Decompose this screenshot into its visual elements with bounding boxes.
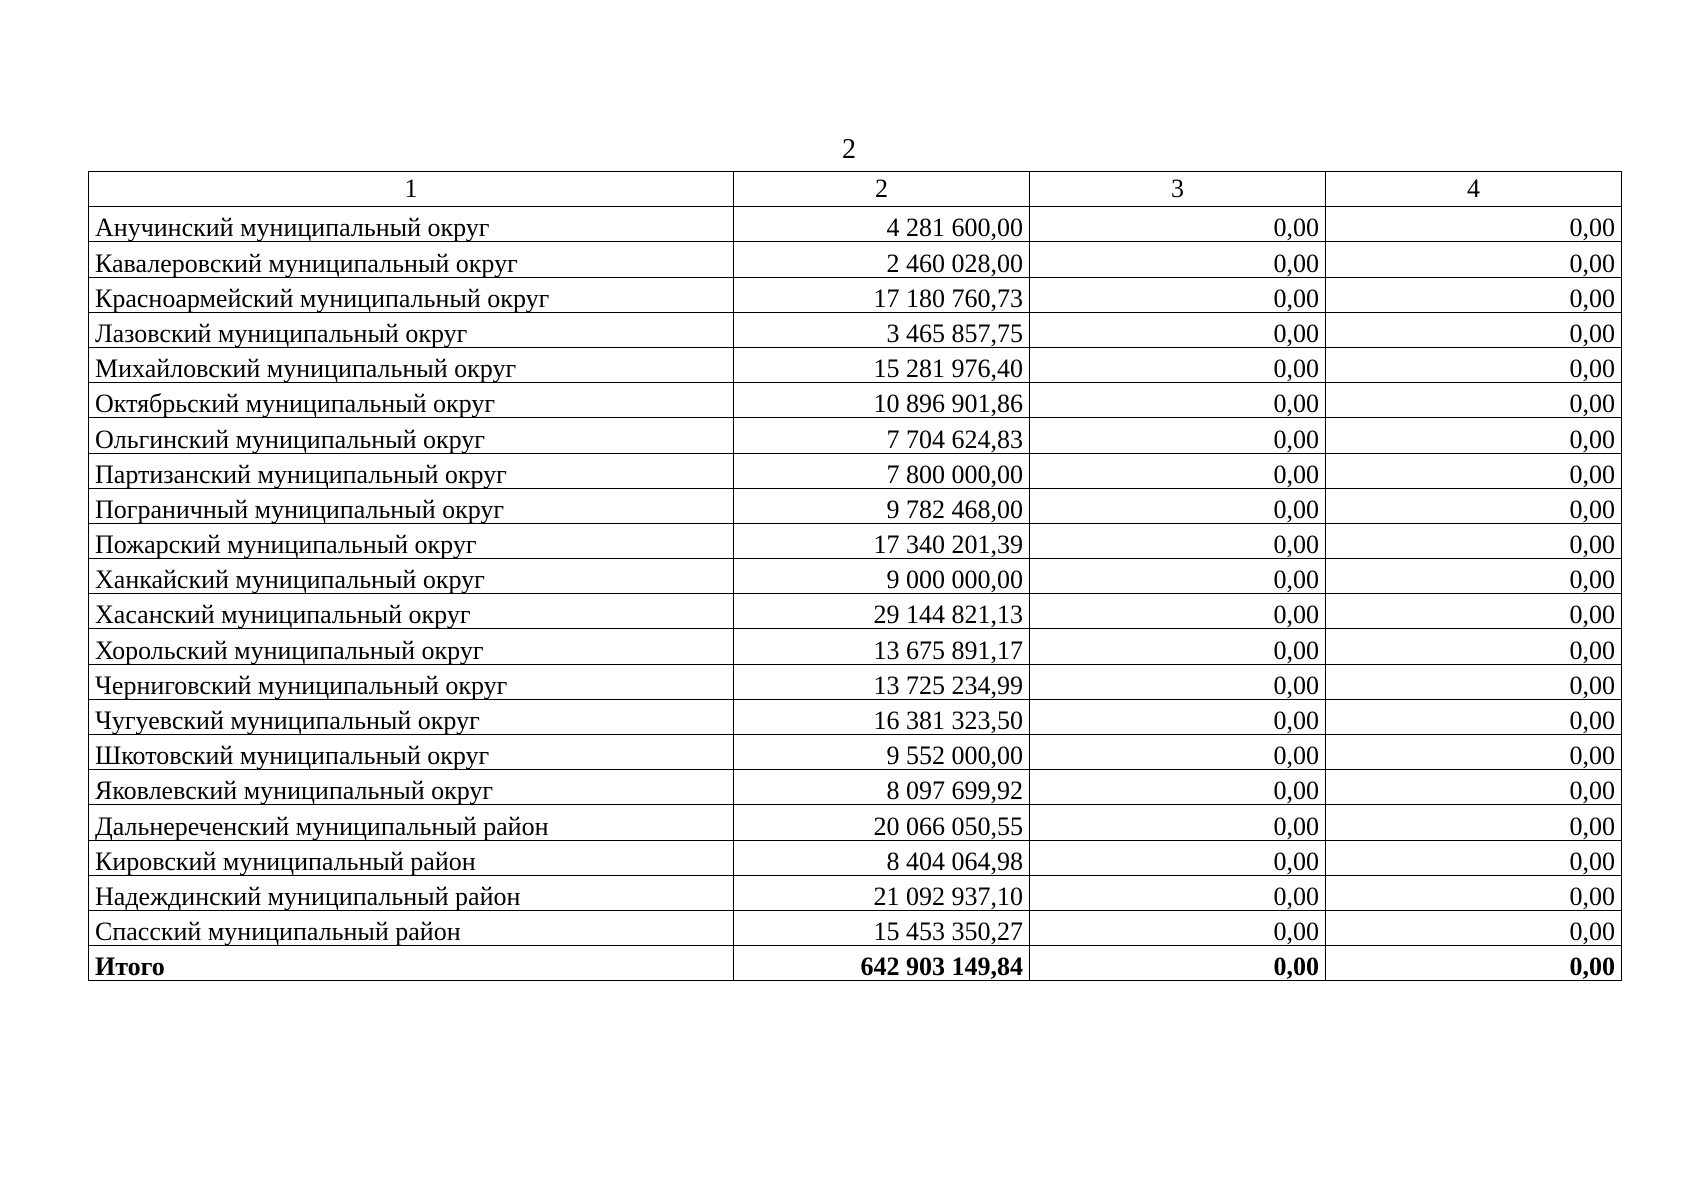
value-column-3: 0,00 [1030,523,1326,558]
table-row [89,347,1622,382]
value-column-3: 0,00 [1030,735,1326,770]
value-column-3: 0,00 [1030,488,1326,523]
value-column-3: 0,00 [1030,347,1326,382]
column-header-1: 1 [89,172,734,207]
table-row [89,453,1622,488]
value-column-4: 0,00 [1326,277,1622,312]
value-column-2: 8 404 064,98 [734,840,1030,875]
value-column-4: 0,00 [1326,770,1622,805]
value-column-4: 0,00 [1326,523,1622,558]
value-column-4: 0,00 [1326,875,1622,910]
value-column-2: 9 000 000,00 [734,559,1030,594]
value-column-4: 0,00 [1326,453,1622,488]
municipality-name: Кавалеровский муниципальный округ [89,242,734,277]
value-column-2: 9 782 468,00 [734,488,1030,523]
column-header-4: 4 [1326,172,1622,207]
value-column-2: 29 144 821,13 [734,594,1030,629]
value-column-4: 0,00 [1326,207,1622,242]
value-column-2: 2 460 028,00 [734,242,1030,277]
municipality-name: Хорольский муниципальный округ [89,629,734,664]
table-row [89,910,1622,945]
total-column-4: 0,00 [1326,946,1622,981]
value-column-2: 13 675 891,17 [734,629,1030,664]
value-column-2: 10 896 901,86 [734,383,1030,418]
value-column-3: 0,00 [1030,629,1326,664]
value-column-3: 0,00 [1030,277,1326,312]
value-column-4: 0,00 [1326,910,1622,945]
value-column-2: 15 281 976,40 [734,347,1030,382]
value-column-2: 8 097 699,92 [734,770,1030,805]
value-column-3: 0,00 [1030,910,1326,945]
municipality-name: Спасский муниципальный район [89,910,734,945]
value-column-3: 0,00 [1030,559,1326,594]
value-column-3: 0,00 [1030,840,1326,875]
value-column-4: 0,00 [1326,242,1622,277]
municipality-name: Партизанский муниципальный округ [89,453,734,488]
table-body [89,207,1622,946]
value-column-3: 0,00 [1030,594,1326,629]
page-number: 2 [842,134,856,165]
table-row [89,207,1622,242]
value-column-2: 3 465 857,75 [734,312,1030,347]
value-column-3: 0,00 [1030,699,1326,734]
value-column-3: 0,00 [1030,383,1326,418]
value-column-4: 0,00 [1326,347,1622,382]
municipality-name: Дальнереченский муниципальный район [89,805,734,840]
value-column-3: 0,00 [1030,770,1326,805]
table-row [89,699,1622,734]
value-column-3: 0,00 [1030,418,1326,453]
value-column-4: 0,00 [1326,840,1622,875]
municipality-name: Черниговский муниципальный округ [89,664,734,699]
value-column-2: 7 704 624,83 [734,418,1030,453]
value-column-4: 0,00 [1326,629,1622,664]
value-column-2: 13 725 234,99 [734,664,1030,699]
value-column-2: 9 552 000,00 [734,735,1030,770]
municipality-name: Михайловский муниципальный округ [89,347,734,382]
total-column-2: 642 903 149,84 [734,946,1030,981]
value-column-2: 17 180 760,73 [734,277,1030,312]
value-column-2: 15 453 350,27 [734,910,1030,945]
table-row [89,629,1622,664]
value-column-4: 0,00 [1326,312,1622,347]
value-column-2: 21 092 937,10 [734,875,1030,910]
table-row [89,242,1622,277]
value-column-4: 0,00 [1326,559,1622,594]
value-column-4: 0,00 [1326,805,1622,840]
table-row [89,770,1622,805]
municipality-name: Чугуевский муниципальный округ [89,699,734,734]
value-column-3: 0,00 [1030,242,1326,277]
table-row [89,875,1622,910]
value-column-3: 0,00 [1030,207,1326,242]
table-row [89,594,1622,629]
column-header-2: 2 [734,172,1030,207]
total-label: Итого [89,946,734,981]
table-row [89,312,1622,347]
value-column-2: 20 066 050,55 [734,805,1030,840]
table-row [89,383,1622,418]
column-header-3: 3 [1030,172,1326,207]
value-column-3: 0,00 [1030,875,1326,910]
value-column-2: 17 340 201,39 [734,523,1030,558]
value-column-4: 0,00 [1326,418,1622,453]
value-column-4: 0,00 [1326,735,1622,770]
value-column-3: 0,00 [1030,453,1326,488]
municipality-name: Яковлевский муниципальный округ [89,770,734,805]
table-row [89,735,1622,770]
municipality-name: Ханкайский муниципальный округ [89,559,734,594]
table-total-row [89,946,1622,981]
value-column-2: 16 381 323,50 [734,699,1030,734]
value-column-4: 0,00 [1326,594,1622,629]
table-header-row [89,172,1622,207]
municipality-name: Октябрьский муниципальный округ [89,383,734,418]
value-column-4: 0,00 [1326,488,1622,523]
table-row [89,840,1622,875]
municipality-name: Лазовский муниципальный округ [89,312,734,347]
table-row [89,523,1622,558]
municipality-name: Пожарский муниципальный округ [89,523,734,558]
municipality-name: Анучинский муниципальный округ [89,207,734,242]
table-row [89,559,1622,594]
value-column-2: 7 800 000,00 [734,453,1030,488]
table-row [89,277,1622,312]
municipality-name: Шкотовский муниципальный округ [89,735,734,770]
municipality-name: Хасанский муниципальный округ [89,594,734,629]
value-column-2: 4 281 600,00 [734,207,1030,242]
value-column-3: 0,00 [1030,805,1326,840]
municipality-name: Надеждинский муниципальный район [89,875,734,910]
total-column-3: 0,00 [1030,946,1326,981]
municipality-name: Красноармейский муниципальный округ [89,277,734,312]
value-column-3: 0,00 [1030,664,1326,699]
municipality-name: Кировский муниципальный район [89,840,734,875]
value-column-4: 0,00 [1326,664,1622,699]
municipality-name: Ольгинский муниципальный округ [89,418,734,453]
table-row [89,488,1622,523]
budget-table [88,171,1622,981]
table-row [89,418,1622,453]
value-column-3: 0,00 [1030,312,1326,347]
value-column-4: 0,00 [1326,383,1622,418]
value-column-4: 0,00 [1326,699,1622,734]
table-row [89,805,1622,840]
municipality-name: Пограничный муниципальный округ [89,488,734,523]
table-row [89,664,1622,699]
